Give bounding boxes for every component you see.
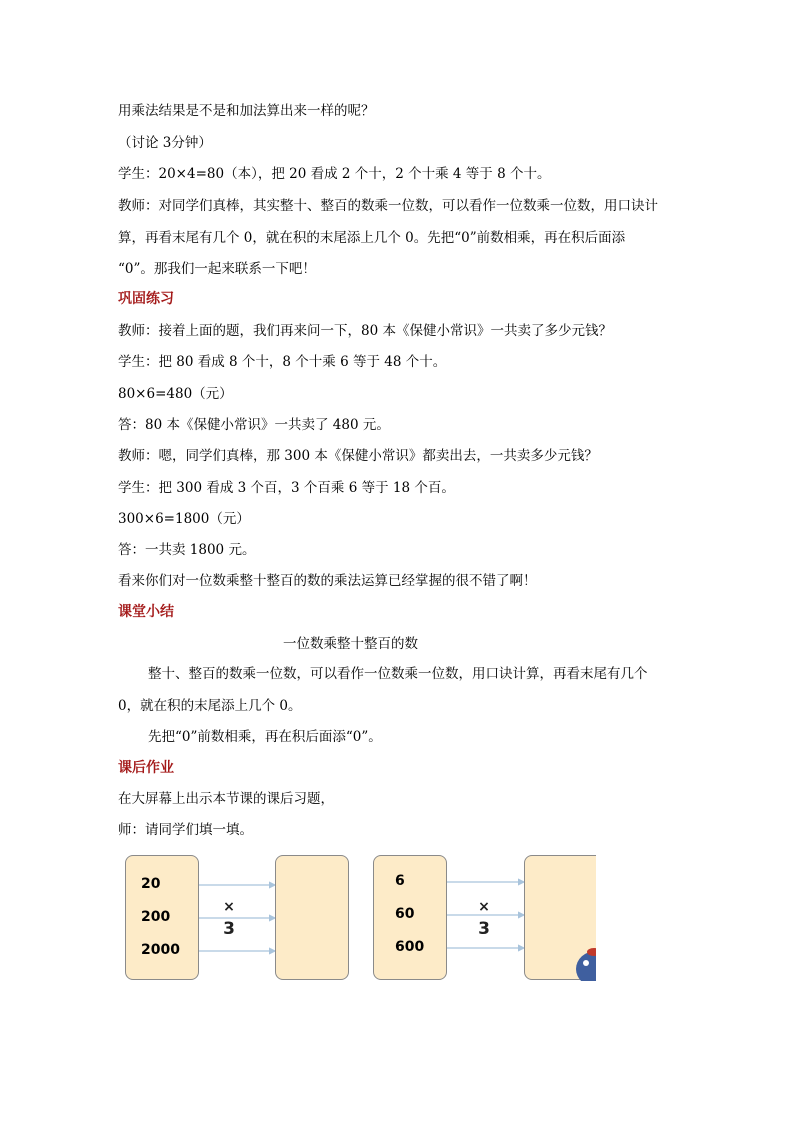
right-input-value: 60 xyxy=(395,906,415,922)
paragraph-question: 用乘法结果是不是和加法算出来一样的呢？ xyxy=(118,103,375,119)
homework-line: 师：请同学们填一填。 xyxy=(118,822,253,838)
practice-line: 教师：嗯，同学们真棒，那 300 本《保健小常识》都卖出去，一共卖多少元钱？ xyxy=(118,448,598,464)
practice-line: 答：80 本《保健小常识》一共卖了 480 元。 xyxy=(118,417,390,433)
left-multiplier: 3 xyxy=(223,919,235,939)
practice-line: 300×6=1800（元） xyxy=(118,511,250,527)
summary-line: 先把“0”前数相乘，再在积后面添“0”。 xyxy=(148,729,382,745)
paragraph-student-answer: 学生：20×4=80（本），把 20 看成 2 个十，2 个十乘 4 等于 8 个十。 xyxy=(118,166,551,182)
right-input-value: 600 xyxy=(395,939,425,955)
homework-heading: 课后作业 xyxy=(118,760,174,776)
summary-heading: 课堂小结 xyxy=(118,604,174,620)
left-answer-box[interactable] xyxy=(275,855,349,980)
paragraph-discussion: （讨论 3分钟） xyxy=(118,135,212,151)
practice-line: 答：一共卖 1800 元。 xyxy=(118,542,256,558)
right-multiplier: 3 xyxy=(478,919,490,939)
left-input-value: 200 xyxy=(141,909,171,925)
right-input-value: 6 xyxy=(395,873,405,889)
practice-heading: 巩固练习 xyxy=(118,291,174,307)
left-input-value: 2000 xyxy=(141,942,180,958)
practice-line: 80×6=480（元） xyxy=(118,386,233,402)
right-operator: × xyxy=(478,899,490,915)
left-input-value: 20 xyxy=(141,876,161,892)
practice-line: 学生：把 300 看成 3 个百，3 个百乘 6 等于 18 个百。 xyxy=(118,480,455,496)
practice-line: 教师：接着上面的题，我们再来问一下，80 本《保健小常识》一共卖了多少元钱？ xyxy=(118,323,612,339)
summary-title: 一位数乘整十整百的数 xyxy=(283,636,418,652)
mascot-icon xyxy=(572,943,596,981)
paragraph-teacher-line-2: 算，再看末尾有几个 0，就在积的末尾添上几个 0。先把“0”前数相乘，再在积后面添 xyxy=(118,230,626,246)
homework-line: 在大屏幕上出示本节课的课后习题， xyxy=(118,791,334,807)
practice-line: 学生：把 80 看成 8 个十，8 个十乘 6 等于 48 个十。 xyxy=(118,354,447,370)
right-answer-clip xyxy=(524,855,596,981)
left-operator: × xyxy=(223,899,235,915)
summary-line: 整十、整百的数乘一位数，可以看作一位数乘一位数，用口诀计算，再看末尾有几个 xyxy=(148,666,648,682)
paragraph-teacher-line-3: “0”。那我们一起来联系一下吧！ xyxy=(118,261,316,277)
paragraph-teacher-line-1: 教师：对同学们真棒，其实整十、整百的数乘一位数，可以看作一位数乘一位数，用口诀计 xyxy=(118,198,658,214)
practice-line: 看来你们对一位数乘整十整百的数的乘法运算已经掌握的很不错了啊！ xyxy=(118,573,537,589)
summary-line: 0，就在积的末尾添上几个 0。 xyxy=(118,698,302,714)
